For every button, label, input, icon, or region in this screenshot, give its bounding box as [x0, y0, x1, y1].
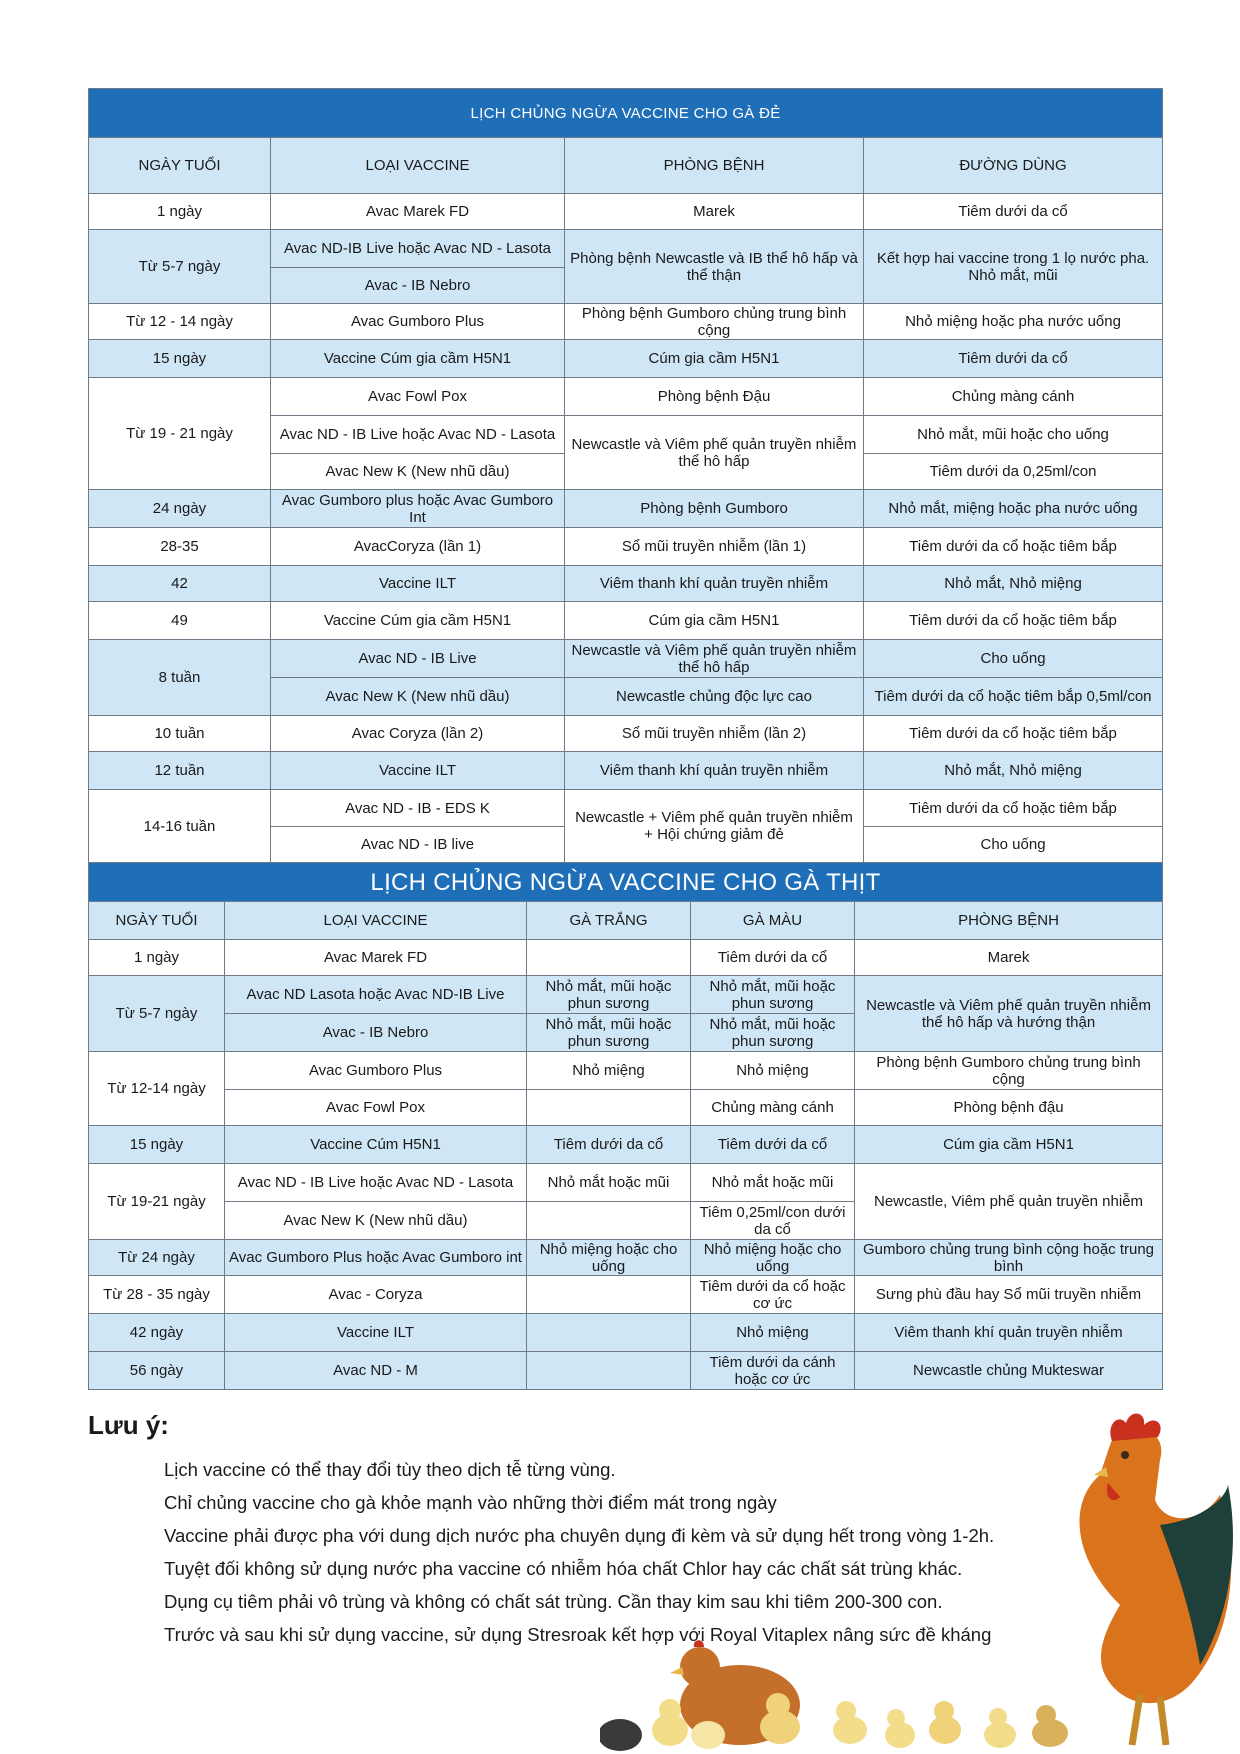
age-cell: 15 ngày [89, 340, 271, 378]
header-age: NGÀY TUỔI [89, 902, 225, 940]
colored-chicken-cell: Tiêm dưới da cổ [691, 940, 855, 976]
age-cell: 42 ngày [89, 1314, 225, 1352]
vaccine-schedule-sheet [88, 88, 1162, 1390]
chick-icon [600, 1693, 1068, 1751]
age-cell: Từ 19-21 ngày [89, 1164, 225, 1240]
note-item: Chỉ chủng vaccine cho gà khỏe mạnh vào những thời điểm mát trong ngày [164, 1492, 777, 1513]
vaccine-cell: Avac ND - IB Live hoặc Avac ND - Lasota [225, 1164, 527, 1202]
disease-cell: Marek [855, 940, 1163, 976]
age-cell: Từ 5-7 ngày [89, 230, 271, 304]
white-chicken-cell [527, 1352, 691, 1390]
notes-title: Lưu ý: [88, 1410, 169, 1440]
vaccine-cell: Vaccine Cúm gia cầm H5N1 [271, 340, 565, 378]
route-cell: Kết hợp hai vaccine trong 1 lọ nước pha. Nhỏ mắt, mũi [864, 230, 1163, 304]
vaccine-cell: Vaccine ILT [225, 1314, 527, 1352]
age-cell: Từ 28 - 35 ngày [89, 1276, 225, 1314]
header-colored-chicken: GÀ MÀU [691, 902, 855, 940]
route-cell: Nhỏ mắt, mũi hoặc cho uống [864, 416, 1163, 454]
age-cell: 24 ngày [89, 490, 271, 528]
layer-vaccine-table [88, 88, 1163, 863]
vaccine-cell: Avac - Coryza [225, 1276, 527, 1314]
disease-cell: Newcastle và Viêm phế quản truyền nhiễm thể hô hấp [565, 416, 864, 490]
vaccine-cell: Avac New K (New nhũ dầu) [271, 678, 565, 716]
disease-cell: Newcastle + Viêm phế quản truyền nhiễm + Hội chứng giảm đẻ [565, 790, 864, 863]
header-vaccine: LOẠI VACCINE [225, 902, 527, 940]
white-chicken-cell [527, 1202, 691, 1240]
table-row [89, 528, 1163, 566]
disease-cell: Sổ mũi truyền nhiễm (lần 1) [565, 528, 864, 566]
table-row [89, 602, 1163, 640]
route-cell: Nhỏ miệng hoặc pha nước uống [864, 304, 1163, 340]
header-disease: PHÒNG BỆNH [565, 138, 864, 194]
age-cell: 12 tuần [89, 752, 271, 790]
age-cell: 1 ngày [89, 940, 225, 976]
white-chicken-cell [527, 1276, 691, 1314]
disease-cell: Phòng bệnh Gumboro chủng trung bình cộng [565, 304, 864, 340]
route-cell: Tiêm dưới da cổ hoặc tiêm bắp [864, 716, 1163, 752]
route-cell: Cho uống [864, 640, 1163, 678]
age-cell: 8 tuần [89, 640, 271, 716]
table-row [89, 1126, 1163, 1164]
disease-cell: Newcastle chủng Mukteswar [855, 1352, 1163, 1390]
vaccine-cell: Avac ND Lasota hoặc Avac ND-IB Live [225, 976, 527, 1014]
disease-cell: Newcastle chủng độc lực cao [565, 678, 864, 716]
table-row [89, 194, 1163, 230]
table-row [89, 940, 1163, 976]
note-item: Lịch vaccine có thể thay đổi tùy theo dịch tễ từng vùng. [164, 1459, 616, 1480]
disease-cell: Newcastle và Viêm phế quản truyền nhiễm thể hô hấp và hướng thận [855, 976, 1163, 1052]
colored-chicken-cell: Chủng màng cánh [691, 1090, 855, 1126]
vaccine-cell: Avac Gumboro Plus hoặc Avac Gumboro int [225, 1240, 527, 1276]
colored-chicken-cell: Tiêm dưới da cổ hoặc cơ ức [691, 1276, 855, 1314]
note-item: Tuyệt đối không sử dụng nước pha vaccine có nhiễm hóa chất Chlor hay các chất sát trùng khác. [164, 1558, 963, 1579]
white-chicken-cell: Tiêm dưới da cổ [527, 1126, 691, 1164]
disease-cell: Phòng bệnh Gumboro [565, 490, 864, 528]
vaccine-cell: Avac Gumboro Plus [225, 1052, 527, 1090]
table-row [89, 1240, 1163, 1276]
header-route: ĐƯỜNG DÙNG [864, 138, 1163, 194]
note-item: Vaccine phải được pha với dung dịch nước pha chuyên dụng đi kèm và sử dụng hết trong vòng 1-2h. [164, 1525, 995, 1546]
route-cell: Tiêm dưới da cổ hoặc tiêm bắp [864, 528, 1163, 566]
table-row [89, 1164, 1163, 1202]
age-cell: 10 tuần [89, 716, 271, 752]
route-cell: Tiêm dưới da cổ [864, 194, 1163, 230]
colored-chicken-cell: Tiêm 0,25ml/con dưới da cổ [691, 1202, 855, 1240]
table-row [89, 490, 1163, 528]
age-cell: Từ 24 ngày [89, 1240, 225, 1276]
age-cell: 56 ngày [89, 1352, 225, 1390]
white-chicken-cell: Nhỏ mắt, mũi hoặc phun sương [527, 1014, 691, 1052]
header-white-chicken: GÀ TRẮNG [527, 902, 691, 940]
disease-cell: Viêm thanh khí quản truyền nhiễm [565, 566, 864, 602]
vaccine-cell: Avac Marek FD [225, 940, 527, 976]
route-cell: Tiêm dưới da cổ hoặc tiêm bắp [864, 602, 1163, 640]
white-chicken-cell: Nhỏ miệng hoặc cho uống [527, 1240, 691, 1276]
disease-cell: Viêm thanh khí quản truyền nhiễm [855, 1314, 1163, 1352]
disease-cell: Phòng bệnh đậu [855, 1090, 1163, 1126]
age-cell: Từ 12-14 ngày [89, 1052, 225, 1126]
broiler-vaccine-table [88, 863, 1163, 1390]
layer-table-title: LỊCH CHỦNG NGỪA VACCINE CHO GÀ ĐẺ [89, 89, 1163, 138]
vaccine-cell: Avac - IB Nebro [225, 1014, 527, 1052]
age-cell: 15 ngày [89, 1126, 225, 1164]
colored-chicken-cell: Nhỏ mắt, mũi hoặc phun sương [691, 1014, 855, 1052]
table-row [89, 1352, 1163, 1390]
age-cell: Từ 5-7 ngày [89, 976, 225, 1052]
age-cell: Từ 12 - 14 ngày [89, 304, 271, 340]
disease-cell: Sưng phù đầu hay Sổ mũi truyền nhiễm [855, 1276, 1163, 1314]
vaccine-cell: Avac ND - M [225, 1352, 527, 1390]
vaccine-cell: Avac Coryza (lần 2) [271, 716, 565, 752]
table-row [89, 304, 1163, 340]
colored-chicken-cell: Nhỏ mắt hoặc mũi [691, 1164, 855, 1202]
route-cell: Nhỏ mắt, Nhỏ miệng [864, 752, 1163, 790]
vaccine-cell: Avac ND - IB live [271, 827, 565, 863]
table-row [89, 716, 1163, 752]
colored-chicken-cell: Nhỏ miệng [691, 1314, 855, 1352]
disease-cell: Marek [565, 194, 864, 230]
disease-cell: Newcastle, Viêm phế quản truyền nhiễm [855, 1164, 1163, 1240]
disease-cell: Phòng bệnh Newcastle và IB thể hô hấp và thể thận [565, 230, 864, 304]
vaccine-cell: Avac ND - IB - EDS K [271, 790, 565, 827]
table-row [89, 340, 1163, 378]
broiler-table-title: LỊCH CHỦNG NGỪA VACCINE CHO GÀ THỊT [89, 863, 1163, 902]
white-chicken-cell: Nhỏ mắt, mũi hoặc phun sương [527, 976, 691, 1014]
white-chicken-cell [527, 1314, 691, 1352]
notes-section [88, 1410, 1088, 1651]
vaccine-cell: Avac New K (New nhũ dầu) [271, 454, 565, 490]
vaccine-cell: Avac - IB Nebro [271, 268, 565, 304]
age-cell: 14-16 tuần [89, 790, 271, 863]
route-cell: Tiêm dưới da 0,25ml/con [864, 454, 1163, 490]
route-cell: Tiêm dưới da cổ [864, 340, 1163, 378]
disease-cell: Gumboro chủng trung bình cộng hoặc trung bình [855, 1240, 1163, 1276]
header-vaccine: LOẠI VACCINE [271, 138, 565, 194]
age-cell: 49 [89, 602, 271, 640]
disease-cell: Viêm thanh khí quản truyền nhiễm [565, 752, 864, 790]
vaccine-cell: Avac Fowl Pox [225, 1090, 527, 1126]
disease-cell: Newcastle và Viêm phế quản truyền nhiễm thể hô hấp [565, 640, 864, 678]
header-disease: PHÒNG BỆNH [855, 902, 1163, 940]
notes-list [88, 1453, 1088, 1651]
vaccine-cell: Avac Fowl Pox [271, 378, 565, 416]
route-cell: Tiêm dưới da cổ hoặc tiêm bắp [864, 790, 1163, 827]
white-chicken-cell [527, 1090, 691, 1126]
colored-chicken-cell: Nhỏ mắt, mũi hoặc phun sương [691, 976, 855, 1014]
colored-chicken-cell: Tiêm dưới da cổ [691, 1126, 855, 1164]
vaccine-cell: Avac ND - IB Live hoặc Avac ND - Lasota [271, 416, 565, 454]
table-row [89, 1276, 1163, 1314]
vaccine-cell: Avac New K (New nhũ dầu) [225, 1202, 527, 1240]
vaccine-cell: Vaccine Cúm gia cầm H5N1 [271, 602, 565, 640]
note-item: Trước và sau khi sử dụng vaccine, sử dụng Stresroak kết hợp với Royal Vitaplex nâng sức đề kháng [164, 1624, 992, 1645]
vaccine-cell: Avac Gumboro Plus [271, 304, 565, 340]
age-cell: 28-35 [89, 528, 271, 566]
vaccine-cell: Avac Marek FD [271, 194, 565, 230]
note-item: Dụng cụ tiêm phải vô trùng và không có chất sát trùng. Cần thay kim sau khi tiêm 200-300 con. [164, 1591, 943, 1612]
colored-chicken-cell: Nhỏ miệng [691, 1052, 855, 1090]
disease-cell: Cúm gia cầm H5N1 [565, 602, 864, 640]
disease-cell: Phòng bệnh Gumboro chủng trung bình cộng [855, 1052, 1163, 1090]
disease-cell: Sổ mũi truyền nhiễm (lần 2) [565, 716, 864, 752]
header-age: NGÀY TUỔI [89, 138, 271, 194]
age-cell: 42 [89, 566, 271, 602]
table-row [89, 1052, 1163, 1090]
vaccine-cell: Avac ND-IB Live hoặc Avac ND - Lasota [271, 230, 565, 268]
table-row [89, 566, 1163, 602]
age-cell: 1 ngày [89, 194, 271, 230]
white-chicken-cell: Nhỏ mắt hoặc mũi [527, 1164, 691, 1202]
route-cell: Nhỏ mắt, miệng hoặc pha nước uống [864, 490, 1163, 528]
disease-cell: Cúm gia cầm H5N1 [565, 340, 864, 378]
vaccine-cell: Vaccine ILT [271, 566, 565, 602]
vaccine-cell: Avac ND - IB Live [271, 640, 565, 678]
colored-chicken-cell: Nhỏ miệng hoặc cho uống [691, 1240, 855, 1276]
vaccine-cell: Avac Gumboro plus hoặc Avac Gumboro Int [271, 490, 565, 528]
vaccine-cell: Vaccine Cúm H5N1 [225, 1126, 527, 1164]
rooster-icon [1080, 1413, 1233, 1745]
route-cell: Tiêm dưới da cổ hoặc tiêm bắp 0,5ml/con [864, 678, 1163, 716]
white-chicken-cell: Nhỏ miệng [527, 1052, 691, 1090]
table-row [89, 976, 1163, 1014]
table-row [89, 378, 1163, 416]
vaccine-cell: Vaccine ILT [271, 752, 565, 790]
disease-cell: Cúm gia cầm H5N1 [855, 1126, 1163, 1164]
route-cell: Cho uống [864, 827, 1163, 863]
route-cell: Nhỏ mắt, Nhỏ miệng [864, 566, 1163, 602]
table-row [89, 752, 1163, 790]
table-row [89, 790, 1163, 827]
colored-chicken-cell: Tiêm dưới da cánh hoặc cơ ức [691, 1352, 855, 1390]
route-cell: Chủng màng cánh [864, 378, 1163, 416]
table-row [89, 230, 1163, 268]
table-row [89, 1090, 1163, 1126]
vaccine-cell: AvacCoryza (lần 1) [271, 528, 565, 566]
table-row [89, 1314, 1163, 1352]
age-cell: Từ 19 - 21 ngày [89, 378, 271, 490]
table-row [89, 640, 1163, 678]
disease-cell: Phòng bệnh Đậu [565, 378, 864, 416]
white-chicken-cell [527, 940, 691, 976]
